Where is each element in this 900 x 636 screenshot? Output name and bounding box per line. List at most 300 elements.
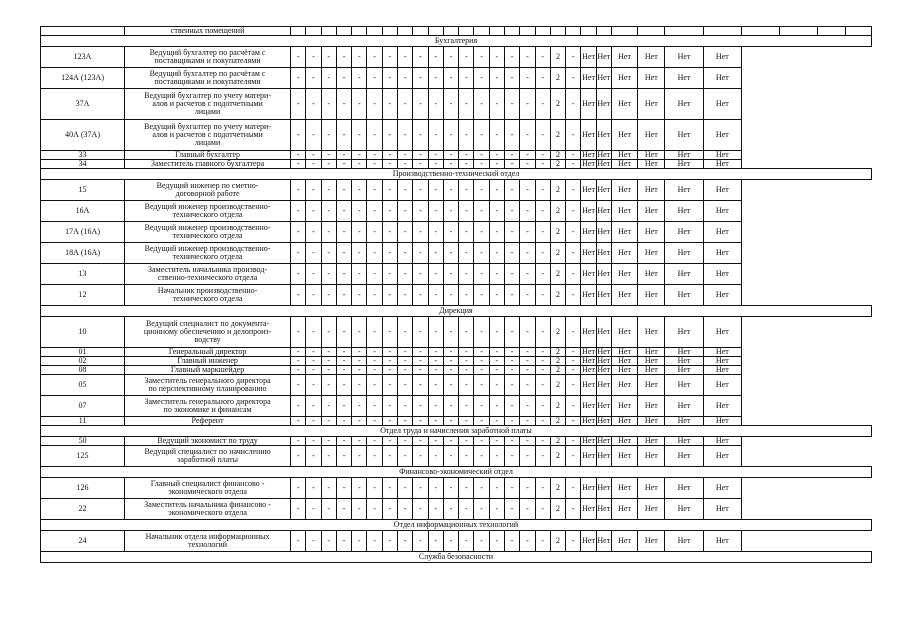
dash-cell: - [398,47,413,68]
no-cell: Нет [611,243,637,264]
dash-cell: - [535,243,550,264]
dash-cell: - [520,264,535,285]
no-cell: Нет [611,89,637,120]
dash-cell: - [382,222,397,243]
no-cell: Нет [703,348,741,357]
position-title-line: Главный маркшейдер [170,365,245,374]
dash-cell: - [504,531,519,552]
dash-cell: - [413,375,428,396]
no-cell: Нет [665,417,703,426]
dash-cell: - [566,357,581,366]
dash-cell: - [382,366,397,375]
dash-cell: - [428,357,443,366]
dash-cell: - [566,478,581,499]
dash-cell: - [352,317,367,348]
row-code: 01 [41,348,125,357]
no-cell: Нет [638,151,665,160]
dash-cell: - [306,264,321,285]
no-cell: Нет [703,201,741,222]
dash-cell: - [443,499,458,520]
no-cell: Нет [638,264,665,285]
class-cell: 2 [550,222,565,243]
dash-cell: - [535,89,550,120]
dash-cell: - [428,243,443,264]
position-title-line: технического отдела [172,231,243,240]
dash-cell: - [504,446,519,467]
dash-cell: - [336,531,351,552]
section-header-row [41,426,872,437]
row-code: 12 [41,285,125,306]
class-cell: 2 [550,446,565,467]
dash-cell: - [535,264,550,285]
empty-cell [459,27,474,36]
class-cell: 2 [550,317,565,348]
no-cell: Нет [703,499,741,520]
dash-cell: - [428,68,443,89]
class-cell: 2 [550,47,565,68]
no-cell: Нет [638,180,665,201]
dash-cell: - [489,531,504,552]
no-cell: Нет [611,68,637,89]
dash-cell: - [321,120,336,151]
position-title [125,357,291,366]
dash-cell: - [306,348,321,357]
empty-cell [638,27,665,36]
dash-cell: - [566,264,581,285]
dash-cell: - [428,89,443,120]
position-title [125,89,291,120]
class-cell: 2 [550,531,565,552]
dash-cell: - [382,89,397,120]
dash-cell: - [504,417,519,426]
dash-cell: - [321,243,336,264]
position-title-line: поставщиками и покупателями [154,56,261,65]
no-cell: Нет [581,446,596,467]
no-cell: Нет [638,160,665,169]
dash-cell: - [291,531,306,552]
no-cell: Нет [638,417,665,426]
dash-cell: - [459,120,474,151]
dash-cell: - [352,531,367,552]
position-title-line: Заместитель главного бухгалтера [150,159,265,168]
dash-cell: - [566,120,581,151]
empty-cell [504,27,519,36]
dash-cell: - [413,180,428,201]
dash-cell: - [306,180,321,201]
dash-cell: - [459,151,474,160]
dash-cell: - [428,317,443,348]
no-cell: Нет [638,120,665,151]
no-cell: Нет [597,159,611,168]
table-row [41,446,872,467]
table-row [41,478,872,499]
dash-cell: - [352,47,367,68]
position-title [125,317,291,348]
position-title-line: Ведущий инженер производственно- [144,202,271,211]
no-cell: Нет [638,499,665,520]
no-cell: Нет [638,68,665,89]
class-cell: 2 [550,285,565,306]
dash-cell: - [413,243,428,264]
dash-cell: - [535,348,550,357]
no-cell: Нет [665,348,703,357]
section-header-row [41,552,872,563]
dash-cell: - [520,417,535,426]
position-title-line: по перспективному планированию [148,384,267,393]
no-cell: Нет [582,356,595,365]
position-title [125,120,291,151]
dash-cell: - [566,222,581,243]
dash-cell: - [367,531,382,552]
dash-cell: - [489,417,504,426]
dash-cell: - [382,317,397,348]
dash-cell: - [321,201,336,222]
position-title-line: Главный бухгалтер [175,150,241,159]
dash-cell: - [566,417,581,426]
dash-cell: - [413,499,428,520]
dash-cell: - [489,180,504,201]
dash-cell: - [291,317,306,348]
dash-cell: - [428,264,443,285]
dash-cell: - [336,151,351,160]
dash-cell: - [398,160,413,169]
dash-cell: - [566,89,581,120]
row-code: 50 [41,437,125,446]
dash-cell: - [474,89,489,120]
dash-cell: - [321,478,336,499]
dash-cell: - [474,68,489,89]
dash-cell: - [306,47,321,68]
dash-cell: - [566,68,581,89]
dash-cell: - [413,437,428,446]
dash-cell: - [520,531,535,552]
dash-cell: - [459,264,474,285]
dash-cell: - [443,375,458,396]
dash-cell: - [321,531,336,552]
empty-cell [780,27,818,36]
no-cell: Нет [703,375,741,396]
dash-cell: - [306,499,321,520]
class-cell: 2 [550,366,565,375]
dash-cell: - [535,285,550,306]
dash-cell: - [352,160,367,169]
dash-cell: - [321,222,336,243]
empty-cell [428,27,443,36]
empty-cell [596,27,611,36]
position-title-line: Ведущий экономист по труду [157,436,258,445]
no-cell: Нет [581,120,596,151]
position-title [125,348,291,357]
dash-cell: - [535,357,550,366]
dash-cell: - [428,446,443,467]
dash-cell: - [398,120,413,151]
dash-cell: - [535,222,550,243]
table-row [41,375,872,396]
no-cell: Нет [703,264,741,285]
no-cell: Нет [638,47,665,68]
dash-cell: - [428,396,443,417]
dash-cell: - [352,68,367,89]
dash-cell: - [306,317,321,348]
dash-cell: - [336,446,351,467]
dash-cell: - [474,317,489,348]
dash-cell: - [520,357,535,366]
dash-cell: - [306,446,321,467]
class-cell: 2 [550,68,565,89]
dash-cell: - [413,264,428,285]
no-cell: Нет [596,89,611,120]
dash-cell: - [321,89,336,120]
no-cell: Нет [665,264,703,285]
dash-cell: - [336,89,351,120]
dash-cell: - [474,375,489,396]
dash-cell: - [382,201,397,222]
row-code: 22 [41,499,125,520]
dash-cell: - [382,348,397,357]
dash-cell: - [352,180,367,201]
no-cell: Нет [638,89,665,120]
dash-cell: - [459,446,474,467]
dash-cell: - [398,499,413,520]
dash-cell: - [520,120,535,151]
row-code: 13 [41,264,125,285]
dash-cell: - [459,375,474,396]
dash-cell: - [443,160,458,169]
dash-cell: - [306,375,321,396]
no-cell: Нет [581,317,596,348]
dash-cell: - [291,180,306,201]
dash-cell: - [352,417,367,426]
dash-cell: - [428,499,443,520]
no-cell: Нет [582,416,595,425]
no-cell: Нет [597,347,611,356]
position-title-line: водству [194,335,221,344]
row-code: 05 [41,375,125,396]
dash-cell: - [367,366,382,375]
no-cell: Нет [611,201,637,222]
position-title-line: ственно-технического отдела [157,273,258,282]
class-cell: 2 [550,151,565,160]
dash-cell: - [398,396,413,417]
no-cell: Нет [703,437,741,446]
dash-cell: - [520,222,535,243]
no-cell: Нет [597,365,611,374]
position-title-line: лицами [194,138,221,147]
row-code: 16А [41,201,125,222]
row-code: 18А (16А) [41,243,125,264]
no-cell: Нет [611,396,637,417]
dash-cell: - [336,222,351,243]
position-title [125,180,291,201]
dash-cell: - [367,396,382,417]
dash-cell: - [291,446,306,467]
no-cell: Нет [703,180,741,201]
class-cell: 2 [550,160,565,169]
no-cell: Нет [596,396,611,417]
position-title-line: Ведущий инженер по сметно- [156,181,259,190]
position-title-line: Заместитель генерального директора [144,397,271,406]
dash-cell: - [489,357,504,366]
dash-cell: - [336,180,351,201]
dash-cell: - [398,417,413,426]
table-row [41,180,872,201]
position-title [125,264,291,285]
empty-cell [367,27,382,36]
dash-cell: - [474,531,489,552]
position-title [125,47,291,68]
no-cell: Нет [638,366,665,375]
dash-cell: - [336,264,351,285]
dash-cell: - [413,89,428,120]
dash-cell: - [459,499,474,520]
no-cell: Нет [611,180,637,201]
dash-cell: - [474,264,489,285]
dash-cell: - [443,201,458,222]
no-cell: Нет [596,222,611,243]
dash-cell: - [428,285,443,306]
dash-cell: - [306,285,321,306]
no-cell: Нет [703,531,741,552]
row-code: 17А (16А) [41,222,125,243]
dash-cell: - [321,417,336,426]
no-cell: Нет [597,416,611,425]
dash-cell: - [367,478,382,499]
dash-cell: - [321,499,336,520]
dash-cell: - [489,201,504,222]
dash-cell: - [428,120,443,151]
position-title [125,446,291,467]
dash-cell: - [489,120,504,151]
no-cell: Нет [703,366,741,375]
dash-cell: - [520,180,535,201]
dash-cell: - [306,357,321,366]
dash-cell: - [504,366,519,375]
section-title: Финансово-экономический отдел [41,467,872,478]
dash-cell: - [352,285,367,306]
dash-cell: - [367,285,382,306]
position-title-line: Начальник отдела информационных [145,532,270,541]
position-title-line: Ведущий инженер производственно- [144,244,271,253]
position-title-line: технического отдела [172,210,243,219]
no-cell: Нет [638,317,665,348]
dash-cell: - [535,151,550,160]
dash-cell: - [382,437,397,446]
dash-cell: - [352,222,367,243]
dash-cell: - [459,201,474,222]
dash-cell: - [291,243,306,264]
no-cell: Нет [581,531,596,552]
dash-cell: - [413,357,428,366]
dash-cell: - [352,243,367,264]
no-cell: Нет [638,357,665,366]
table-row [41,285,872,306]
dash-cell: - [306,151,321,160]
dash-cell: - [336,396,351,417]
dash-cell: - [504,285,519,306]
dash-cell: - [352,396,367,417]
dash-cell: - [291,499,306,520]
dash-cell: - [428,437,443,446]
dash-cell: - [398,264,413,285]
no-cell: Нет [703,222,741,243]
dash-cell: - [535,68,550,89]
dash-cell: - [504,243,519,264]
row-code: 34 [41,160,125,169]
no-cell: Нет [596,285,611,306]
dash-cell: - [489,89,504,120]
no-cell: Нет [611,437,637,446]
no-cell: Нет [665,499,703,520]
dash-cell: - [520,243,535,264]
class-cell: 2 [550,478,565,499]
dash-cell: - [291,222,306,243]
dash-cell: - [504,222,519,243]
dash-cell: - [474,499,489,520]
dash-cell: - [520,68,535,89]
dash-cell: - [474,151,489,160]
dash-cell: - [321,348,336,357]
dash-cell: - [367,201,382,222]
dash-cell: - [367,357,382,366]
dash-cell: - [306,68,321,89]
dash-cell: - [413,348,428,357]
dash-cell: - [413,160,428,169]
dash-cell: - [459,348,474,357]
dash-cell: - [291,357,306,366]
dash-cell: - [489,366,504,375]
position-title [125,375,291,396]
no-cell: Нет [581,222,596,243]
class-cell: 2 [550,180,565,201]
dash-cell: - [382,264,397,285]
dash-cell: - [489,47,504,68]
dash-cell: - [566,446,581,467]
no-cell: Нет [665,243,703,264]
dash-cell: - [566,160,581,169]
dash-cell: - [489,396,504,417]
no-cell: Нет [638,478,665,499]
no-cell: Нет [703,396,741,417]
class-cell: 2 [550,375,565,396]
dash-cell: - [336,285,351,306]
section-header-row [41,169,872,180]
no-cell: Нет [581,478,596,499]
dash-cell: - [382,151,397,160]
dash-cell: - [459,396,474,417]
no-cell: Нет [611,222,637,243]
dash-cell: - [443,317,458,348]
row-code: 125 [41,446,125,467]
no-cell: Нет [665,366,703,375]
class-cell: 2 [550,243,565,264]
dash-cell: - [413,366,428,375]
position-title-line: Ведущий бухгалтер по расчётам с [149,48,266,57]
section-title: Бухгалтерия [41,36,872,47]
no-cell: Нет [703,160,741,169]
no-cell: Нет [638,446,665,467]
dash-cell: - [352,151,367,160]
no-cell: Нет [703,47,741,68]
no-cell: Нет [582,347,595,356]
dash-cell: - [306,531,321,552]
dash-cell: - [413,201,428,222]
dash-cell: - [352,89,367,120]
dash-cell: - [321,285,336,306]
dash-cell: - [443,396,458,417]
section-header-row [41,36,872,47]
dash-cell: - [291,417,306,426]
dash-cell: - [367,180,382,201]
